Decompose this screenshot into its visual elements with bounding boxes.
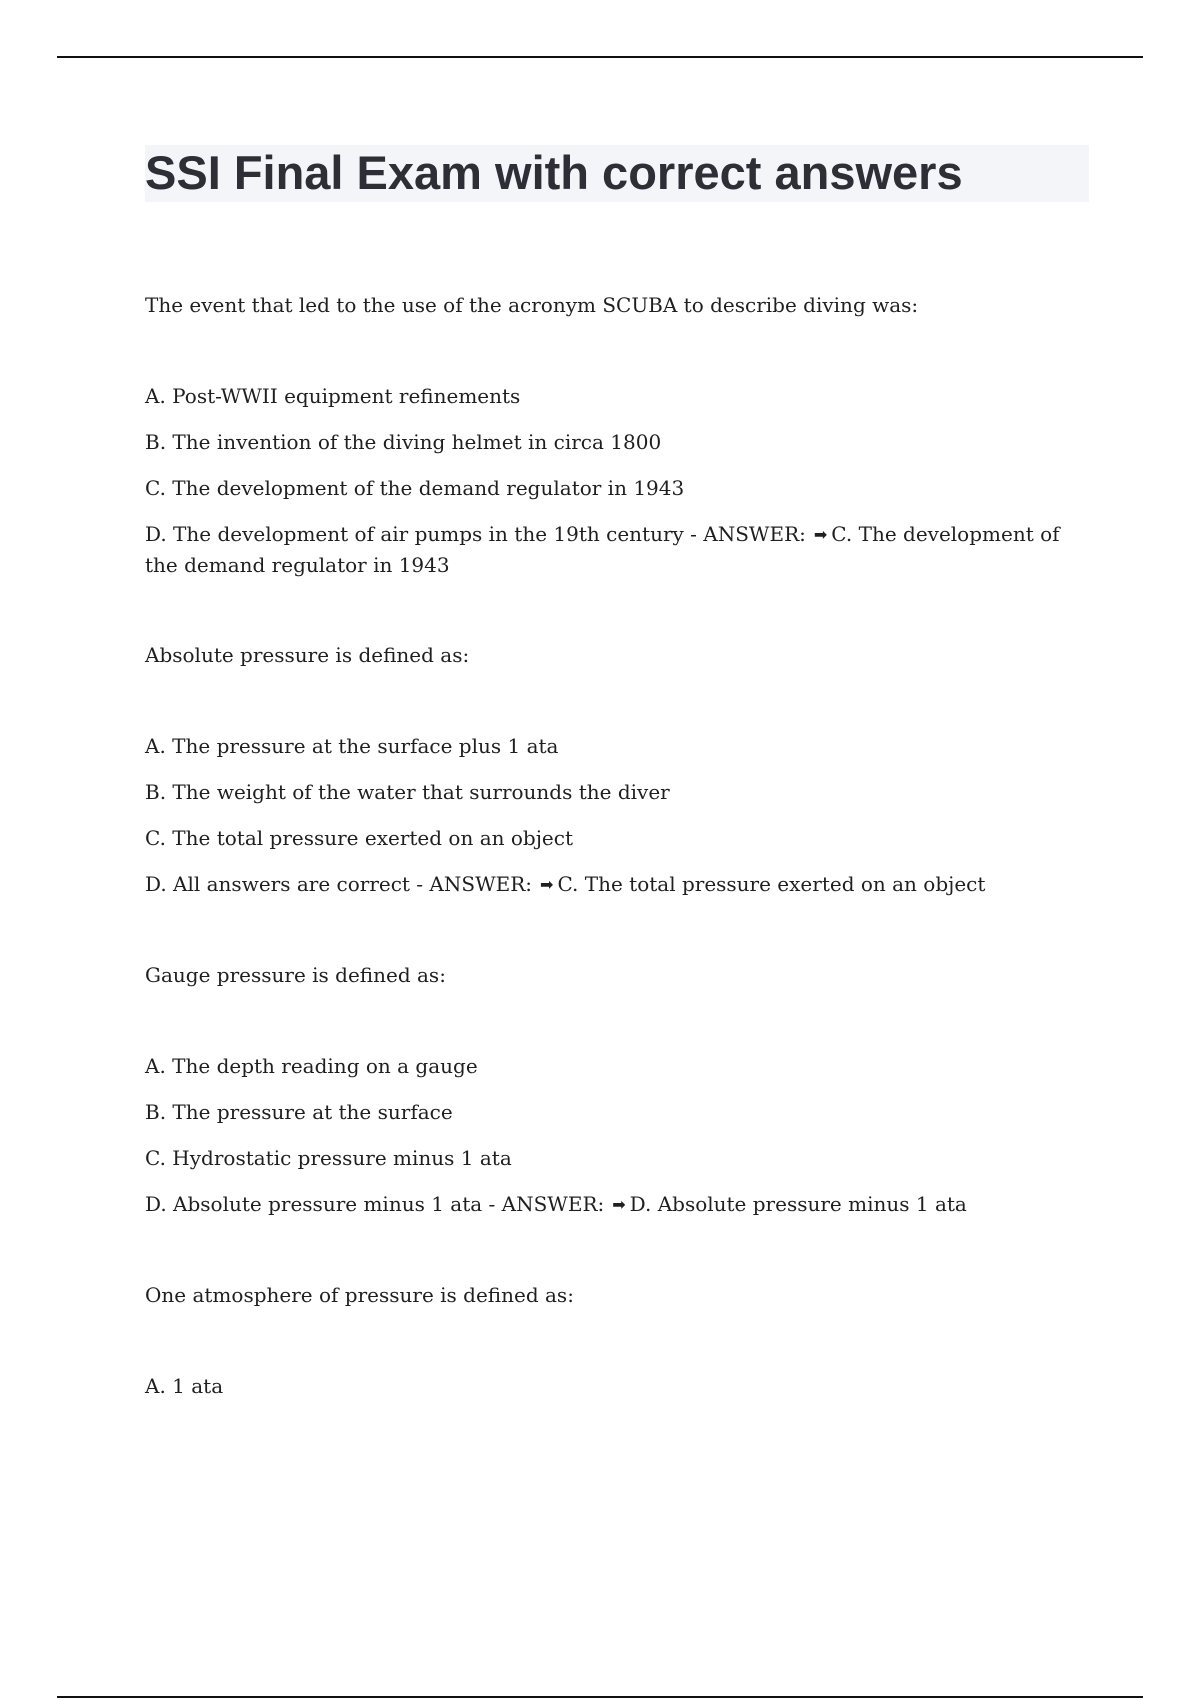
option-d: D. Absolute pressure minus 1 ata - ANSWER: [145, 1192, 605, 1216]
question-prompt: Absolute pressure is defined as: [145, 643, 470, 667]
option-d-with-answer [145, 869, 1090, 900]
option-b: B. The weight of the water that surrounds the diver [145, 780, 670, 804]
question-block-1 [145, 290, 1090, 580]
option-c: C. Hydrostatic pressure minus 1 ata [145, 1146, 512, 1170]
question-block-3 [145, 960, 1090, 1220]
option-list [145, 731, 1090, 900]
option-list [145, 1371, 1090, 1401]
right-arrow-icon: ➡ [540, 875, 554, 894]
question-prompt: One atmosphere of pressure is defined as: [145, 1283, 574, 1307]
answer-text: D. Absolute pressure minus 1 ata [629, 1192, 967, 1216]
option-b: B. The pressure at the surface [145, 1100, 453, 1124]
top-divider [57, 56, 1143, 58]
option-a: A. The depth reading on a gauge [145, 1054, 478, 1078]
question-prompt: The event that led to the use of the acronym SCUBA to describe diving was: [145, 293, 919, 317]
answer-text: C. The development of the demand regulator in 1943 [145, 522, 1060, 577]
question-block-4 [145, 1280, 1090, 1401]
option-b: B. The invention of the diving helmet in circa 1800 [145, 430, 662, 454]
option-c: C. The total pressure exerted on an object [145, 826, 573, 850]
document-title: SSI Final Exam with correct answers [145, 146, 963, 199]
option-a: A. 1 ata [145, 1374, 224, 1398]
bottom-divider [57, 1696, 1143, 1698]
right-arrow-icon: ➡ [813, 525, 828, 544]
option-d-with-answer [145, 519, 1090, 580]
option-d-with-answer [145, 1189, 1090, 1220]
question-list [145, 290, 1090, 1461]
option-a: A. Post-WWII equipment refinements [145, 384, 521, 408]
option-d: D. All answers are correct - ANSWER: [145, 872, 533, 896]
question-prompt: Gauge pressure is defined as: [145, 963, 446, 987]
question-block-2 [145, 640, 1090, 900]
right-arrow-icon: ➡ [612, 1195, 626, 1214]
option-d: D. The development of air pumps in the 19th century - ANSWER: [145, 522, 806, 546]
answer-text: C. The total pressure exerted on an object [557, 872, 986, 896]
option-a: A. The pressure at the surface plus 1 ata [145, 734, 559, 758]
option-c: C. The development of the demand regulator in 1943 [145, 476, 685, 500]
option-list [145, 1051, 1090, 1220]
option-list [145, 381, 1090, 580]
